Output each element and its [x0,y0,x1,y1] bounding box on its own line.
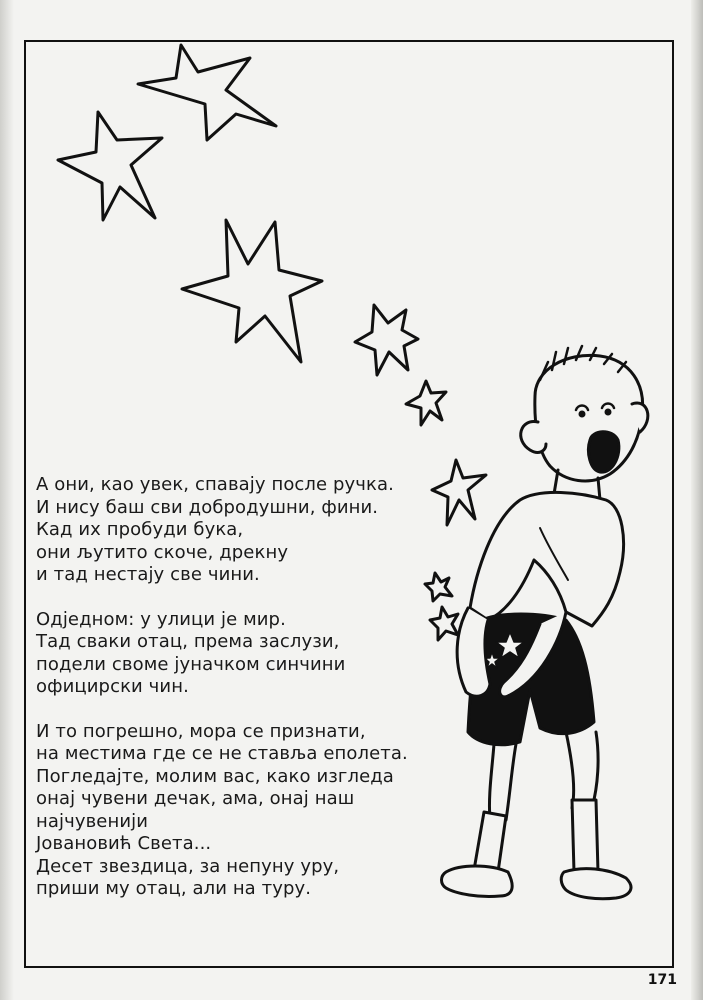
page-number: 171 [647,972,677,988]
poem-line: Кад их пробуди бука, [36,519,244,540]
star-icon [182,220,322,362]
poem-line: онај чувени дечак, ама, онај наш [36,788,355,809]
poem-stanza [36,721,456,901]
poem-line: А они, као увек, спавају после ручка. [36,474,394,495]
star-icon [355,305,418,375]
poem-line: они љутито скоче, дрекну [36,541,289,563]
poem-line: И то погрешно, мора се признати, [36,720,366,742]
boy-figure [442,346,648,899]
poem-stanza [36,609,456,699]
poem-line: и тад нестају све чини. [36,564,260,585]
poem-line: Десет звездица, за непуну уру, [36,855,340,877]
poem-stanza [36,474,456,587]
poem-line: официрски чин. [36,676,189,697]
poem-line: на местима где се не ставља еполета. [36,743,408,764]
poem-line: приши му отац, али на туру. [36,878,312,899]
star-icon [58,112,162,220]
poem-line: Тад сваки отац, према заслузи, [36,631,340,652]
star-icon [138,45,276,140]
poem-line: најчувенији [36,810,149,832]
poem [36,474,456,923]
poem-line: Одједном: у улици је мир. [36,608,286,630]
star-icon [406,381,446,425]
poem-line: Јовановић Света... [36,833,212,854]
poem-line: Погледајте, молим вас, како изгледа [36,765,394,787]
poem-line: подели своме јуначком синчини [36,653,346,675]
poem-line: И нису баш сви добродушни, фини. [36,496,379,518]
